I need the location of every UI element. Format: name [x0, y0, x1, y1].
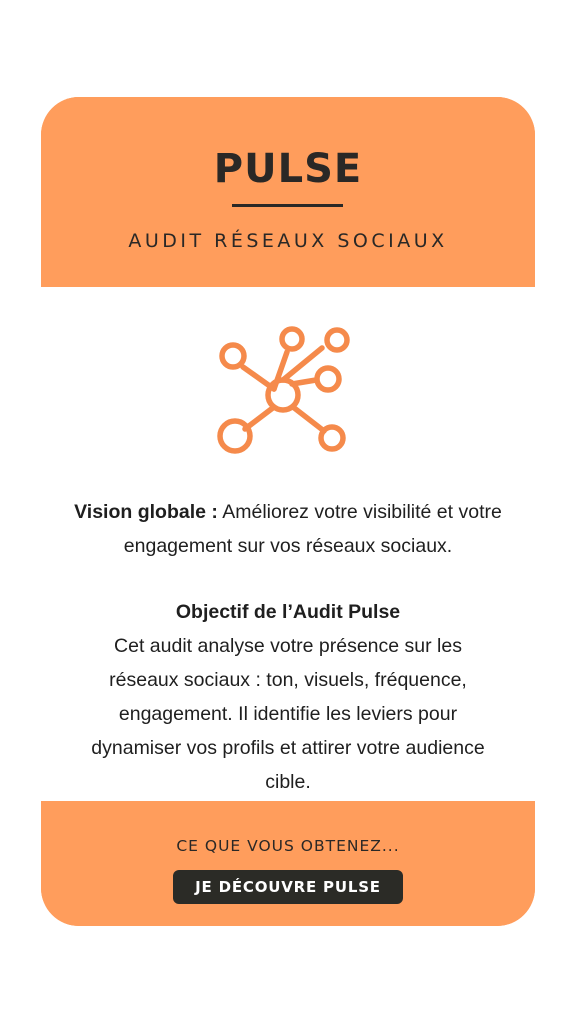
card-footer	[41, 801, 535, 926]
offer-card	[41, 97, 535, 926]
card-body	[41, 287, 535, 801]
vision-text: Améliorez votre visibilité et votre engagement sur vos réseaux sociaux.	[123, 501, 502, 557]
product-title: PULSE	[213, 146, 363, 192]
vision-statement	[65, 495, 511, 563]
title-divider	[232, 204, 343, 207]
card-header	[41, 97, 535, 287]
vision-label: Vision globale :	[74, 501, 218, 523]
objective-heading: Objectif de l’Audit Pulse	[175, 601, 401, 623]
footer-caption: CE QUE VOUS OBTENEZ...	[176, 837, 400, 855]
product-subtitle: AUDIT RÉSEAUX SOCIAUX	[128, 230, 448, 252]
discover-pulse-button[interactable]: JE DÉCOUVRE PULSE	[173, 870, 403, 904]
network-nodes-icon	[216, 325, 361, 455]
objective-description: Cet audit analyse votre présence sur les réseaux sociaux : ton, visuels, fréquence, engagement. Il identifie les leviers pour dynamiser vos profils et attirer votre audience cible.	[91, 635, 485, 793]
